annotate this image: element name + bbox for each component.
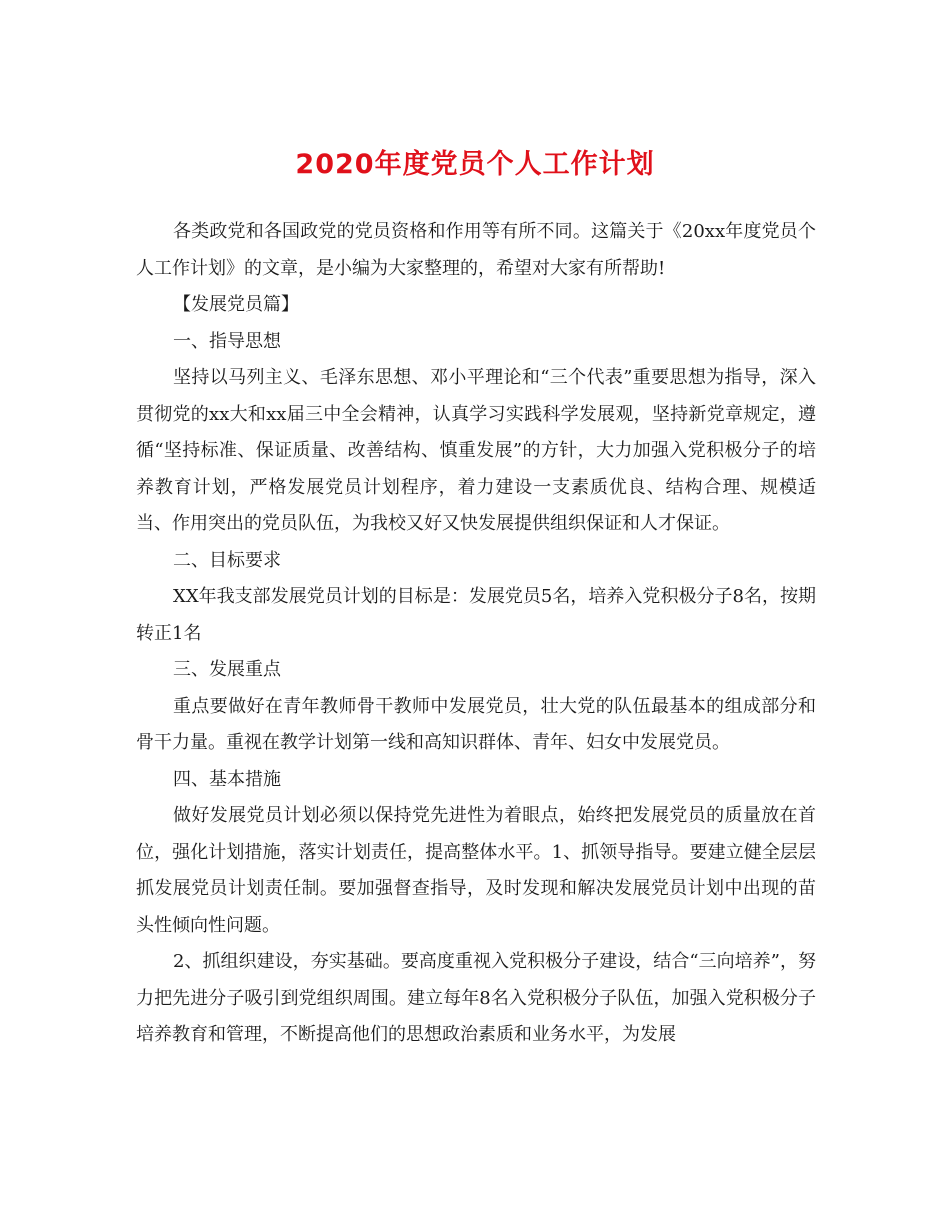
heading-goals: 二、目标要求 — [173, 549, 281, 571]
paragraph-focus: 重点要做好在青年教师骨干教师中发展党员，壮大党的队伍最基本的组成部分和骨干力量。重视在教学计划第一线和高知识群体、青年、妇女中发展党员。 — [136, 695, 816, 753]
heading-measures: 四、基本措施 — [173, 768, 281, 790]
paragraph-intro: 各类政党和各国政党的党员资格和作用等有所不同。这篇关于《20xx年度党员个人工作计划》的文章，是小编为大家整理的，希望对大家有所帮助! — [136, 221, 816, 279]
heading-focus: 三、发展重点 — [173, 659, 281, 680]
section-label: 【发展党员篇】 — [173, 294, 299, 315]
document-body — [136, 214, 816, 1054]
paragraph-measures: 做好发展党员计划必须以保持党先进性为着眼点，始终把发展党员的质量放在首位，强化计划措施，落实计划责任，提高整体水平。1、抓领导指导。要建立健全层层抓发展党员计划责任制。要加强督查指导，及时发现和解决发展党员计划中出现的苗头性倾向性问题。 — [136, 805, 816, 936]
heading-guiding-ideology: 一、指导思想 — [173, 330, 281, 352]
paragraph-guiding-ideology: 坚持以马列主义、毛泽东思想、邓小平理论和“三个代表”重要思想为指导，深入贯彻党的xx大和xx届三中全会精神，认真学习实践科学发展观，坚持新党章规定，遵循“坚持标准、保证质量、改善结构、慎重发展”的方针，大力加强入党积极分子的培养教育计划，严格发展党员计划程序，着力建设一支素质优良、结构合理、规模适当、作用突出的党员队伍，为我校又好又快发展提供组织保证和人才保证。 — [136, 367, 816, 534]
document-title: 2020年度党员个人工作计划 — [295, 149, 655, 180]
paragraph-organization: 2、抓组织建设，夯实基础。要高度重视入党积极分子建设，结合“三向培养”，努力把先进分子吸引到党组织周围。建立每年8名入党积极分子队伍，加强入党积极分子培养教育和管理，不断提高他们的思想政治素质和业务水平，为发展 — [136, 951, 816, 1045]
paragraph-goals: XX年我支部发展党员计划的目标是：发展党员5名，培养入党积极分子8名，按期转正1名 — [136, 586, 816, 644]
